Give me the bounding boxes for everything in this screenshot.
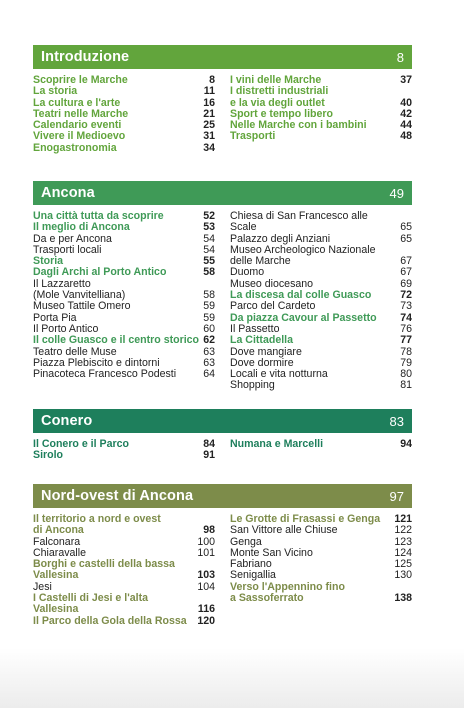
toc-entry-page: 130 (394, 569, 412, 582)
page-bottom-shadow (0, 648, 464, 708)
toc-entry-page: 91 (203, 449, 215, 462)
toc-entry-page: 37 (400, 74, 412, 86)
toc-entry (230, 582, 412, 605)
toc-entry-title: Verso l'Appennino fino a Sassoferrato (230, 580, 345, 605)
toc-entry-page: 58 (203, 289, 215, 302)
toc-columns (33, 75, 412, 154)
toc-entry-title: Chiaravalle (33, 546, 86, 559)
toc-right-column (230, 211, 412, 392)
toc-entry-page: 62 (203, 334, 215, 347)
toc-entry-page: 44 (400, 119, 412, 132)
toc-entry-title: Trasporti (230, 130, 276, 143)
toc-right-column (230, 514, 412, 627)
toc-entry-title: Dove mangiare (230, 345, 302, 358)
toc-entry-page: 73 (400, 300, 412, 313)
toc-entry-page: 31 (203, 130, 215, 143)
toc-entry-page: 81 (400, 379, 412, 392)
toc-entry (230, 86, 412, 109)
toc-entry-title: Il territorio a nord e ovest di Ancona (33, 513, 161, 537)
toc-entry-page: 59 (203, 311, 215, 324)
toc-entry-title: Il Porto Antico (33, 322, 99, 335)
toc-entry-page: 34 (203, 141, 215, 154)
toc-entry (33, 369, 215, 380)
toc-entry-page: 76 (400, 322, 412, 335)
toc-entry (230, 131, 412, 142)
toc-entry-page: 40 (400, 96, 412, 109)
toc-entry-title: Palazzo degli Anziani (230, 232, 331, 245)
toc-entry-page: 67 (400, 266, 412, 279)
toc-entry-title: Sport e tempo libero (230, 107, 334, 120)
section-title: Conero (41, 413, 93, 429)
toc-entry-page: 116 (197, 603, 215, 616)
toc-entry-page: 123 (394, 535, 412, 548)
toc-entry-page: 72 (400, 289, 412, 302)
section-introduzione (33, 45, 412, 154)
toc-entry (33, 301, 215, 312)
toc-columns (33, 439, 412, 462)
toc-entry-page: 52 (203, 210, 215, 222)
toc-entry-title: La storia (33, 85, 78, 98)
toc-entry-page: 63 (203, 345, 215, 358)
toc-entry-title: I vini delle Marche (230, 74, 322, 86)
toc-entry-title: La discesa dal colle Guasco (230, 289, 372, 302)
toc-entry-page: 25 (203, 119, 215, 132)
section-page-number: 8 (396, 49, 404, 65)
toc-left-column (33, 211, 215, 392)
section-page-number: 83 (389, 413, 404, 429)
section-nord-ovest (33, 484, 412, 627)
toc-entry-title: Shopping (230, 379, 275, 392)
toc-entry-page: 77 (400, 334, 412, 347)
section-header (33, 181, 412, 205)
toc-entry-title: Teatri nelle Marche (33, 107, 129, 120)
toc-entry-title: Scoprire le Marche (33, 74, 128, 86)
toc-right-column (230, 439, 412, 462)
toc-entry-page: 54 (203, 243, 215, 256)
toc-entry-title: Il colle Guasco e il centro storico (33, 334, 200, 347)
toc-entry-title: Da e per Ancona (33, 232, 112, 245)
toc-entry-page: 124 (394, 546, 412, 559)
toc-entry-page: 101 (197, 546, 215, 559)
toc-entry-title: Piazza Plebiscito e dintorni (33, 356, 160, 369)
toc-entry-page: 122 (394, 524, 412, 537)
toc-entry-title: Il Passetto (230, 322, 280, 335)
toc-entry-page: 103 (197, 569, 215, 582)
section-header (33, 409, 412, 433)
toc-left-column (33, 514, 215, 627)
section-title: Ancona (41, 185, 95, 201)
toc-entry (33, 86, 215, 97)
toc-entry-title: Museo diocesano (230, 277, 314, 290)
toc-entry-title: Trasporti locali (33, 243, 102, 256)
section-page-number: 49 (389, 185, 404, 201)
toc-entry-page: 79 (400, 356, 412, 369)
toc-entry-page: 65 (400, 232, 412, 245)
section-title: Nord-ovest di Ancona (41, 488, 194, 504)
toc-entry-title: Dagli Archi al Porto Antico (33, 266, 167, 279)
toc-entry-title: Falconara (33, 535, 81, 548)
toc-entry-page: 80 (400, 368, 412, 381)
toc-entry-title: Borghi e castelli della bassa Vallesina (33, 558, 175, 582)
toc-entry (230, 301, 412, 312)
toc-entry-page: 69 (400, 277, 412, 290)
toc-entry (33, 450, 215, 461)
toc-entry-title: San Vittore alle Chiuse (230, 524, 338, 537)
toc-entry-title: Sirolo (33, 449, 64, 462)
toc-entry-title: Storia (33, 255, 64, 268)
toc-columns (33, 211, 412, 392)
toc-columns (33, 514, 412, 627)
toc-entry-title: Le Grotte di Frasassi e Genga (230, 513, 381, 525)
toc-entry (33, 616, 215, 627)
toc-entry-title: Senigallia (230, 569, 276, 582)
toc-entry-title: Calendario eventi (33, 119, 122, 132)
toc-entry-page: 48 (400, 130, 412, 143)
toc-left-column (33, 439, 215, 462)
toc-entry-title: Numana e Marcelli (230, 438, 324, 450)
toc-entry-page: 58 (203, 266, 215, 279)
toc-entry-page: 121 (394, 513, 412, 525)
toc-entry-page: 125 (394, 558, 412, 571)
toc-entry (230, 380, 412, 391)
toc-entry (230, 211, 412, 234)
toc-entry-page: 60 (203, 322, 215, 335)
toc-entry-page: 84 (203, 438, 215, 450)
toc-entry-page: 16 (203, 96, 215, 109)
toc-entry-title: Il Lazzaretto (Mole Vanvitelliana) (33, 277, 126, 302)
toc-entry-page: 53 (203, 221, 215, 234)
toc-entry-title: Genga (230, 535, 262, 548)
toc-entry-page: 104 (197, 580, 215, 593)
toc-entry-page: 98 (203, 524, 215, 537)
toc-entry-page: 54 (203, 232, 215, 245)
toc-entry-page: 100 (197, 535, 215, 548)
toc-entry-title: Vivere il Medioevo (33, 130, 126, 143)
toc-entry-page: 138 (394, 592, 412, 605)
toc-entry (33, 514, 215, 537)
toc-entry (230, 525, 412, 536)
toc-entry-title: Il Parco della Gola della Rossa (33, 614, 187, 627)
toc-entry-title: Nelle Marche con i bambini (230, 119, 367, 132)
toc-entry-page: 8 (209, 74, 215, 86)
toc-entry (33, 335, 215, 346)
toc-entry-page: 21 (203, 107, 215, 120)
toc-entry-title: Teatro delle Muse (33, 345, 117, 358)
toc-entry-title: Enogastronomia (33, 141, 117, 154)
toc-entry-page: 65 (400, 221, 412, 234)
section-conero (33, 409, 412, 462)
toc-entry-title: Porta Pia (33, 311, 77, 324)
toc-entry-page: 64 (203, 368, 215, 381)
toc-entry-page: 78 (400, 345, 412, 358)
section-page-number: 97 (389, 488, 404, 504)
toc-entry-page: 42 (400, 107, 412, 120)
toc-entry-title: Fabriano (230, 558, 272, 571)
toc-entry (230, 335, 412, 346)
toc-entry (33, 559, 215, 582)
toc-entry-page: 11 (203, 85, 215, 98)
section-header (33, 484, 412, 508)
toc-entry-title: Museo Tattile Omero (33, 300, 131, 313)
toc-entry-title: Duomo (230, 266, 265, 279)
toc-entry-page: 63 (203, 356, 215, 369)
toc-entry-title: Jesi (33, 580, 52, 593)
toc-entry-title: Chiesa di San Francesco alle Scale (230, 210, 368, 234)
toc-entry-title: Locali e vita notturna (230, 368, 328, 381)
toc-entry-page: 55 (203, 255, 215, 268)
toc-entry-title: Una città tutta da scoprire (33, 210, 164, 222)
toc-entry-page: 74 (400, 311, 412, 324)
toc-entry-page: 94 (400, 438, 412, 450)
toc-entry-title: La Cittadella (230, 334, 293, 347)
toc-entry-title: Museo Archeologico Nazionale delle Marche (230, 243, 376, 268)
toc-entry-page: 67 (400, 255, 412, 268)
toc-entry (230, 439, 412, 450)
toc-entry-title: Da piazza Cavour al Passetto (230, 311, 377, 324)
toc-entry (33, 143, 215, 154)
toc-entry-title: Dove dormire (230, 356, 294, 369)
toc-entry-page: 120 (197, 614, 215, 627)
section-header (33, 45, 412, 69)
toc-entry-title: Il meglio di Ancona (33, 221, 130, 234)
toc-entry-title: Il Conero e il Parco (33, 438, 129, 450)
toc-entry-title: Monte San Vicino (230, 546, 313, 559)
toc-entry-title: I Castelli di Jesi e l'alta Vallesina (33, 592, 148, 616)
toc-entry-page: 59 (203, 300, 215, 313)
toc-entry-title: I distretti industriali e la via degli outlet (230, 85, 329, 109)
toc-right-column (230, 75, 412, 154)
toc-entry-title: Parco del Cardeto (230, 300, 316, 313)
toc-entry (33, 222, 215, 233)
toc-entry-title: Pinacoteca Francesco Podesti (33, 368, 177, 381)
toc-entry (33, 279, 215, 302)
toc-entry-title: La cultura e l'arte (33, 96, 121, 109)
toc-entry (33, 593, 215, 616)
section-ancona (33, 181, 412, 392)
toc-entry (230, 245, 412, 268)
toc-left-column (33, 75, 215, 154)
section-title: Introduzione (41, 49, 130, 65)
